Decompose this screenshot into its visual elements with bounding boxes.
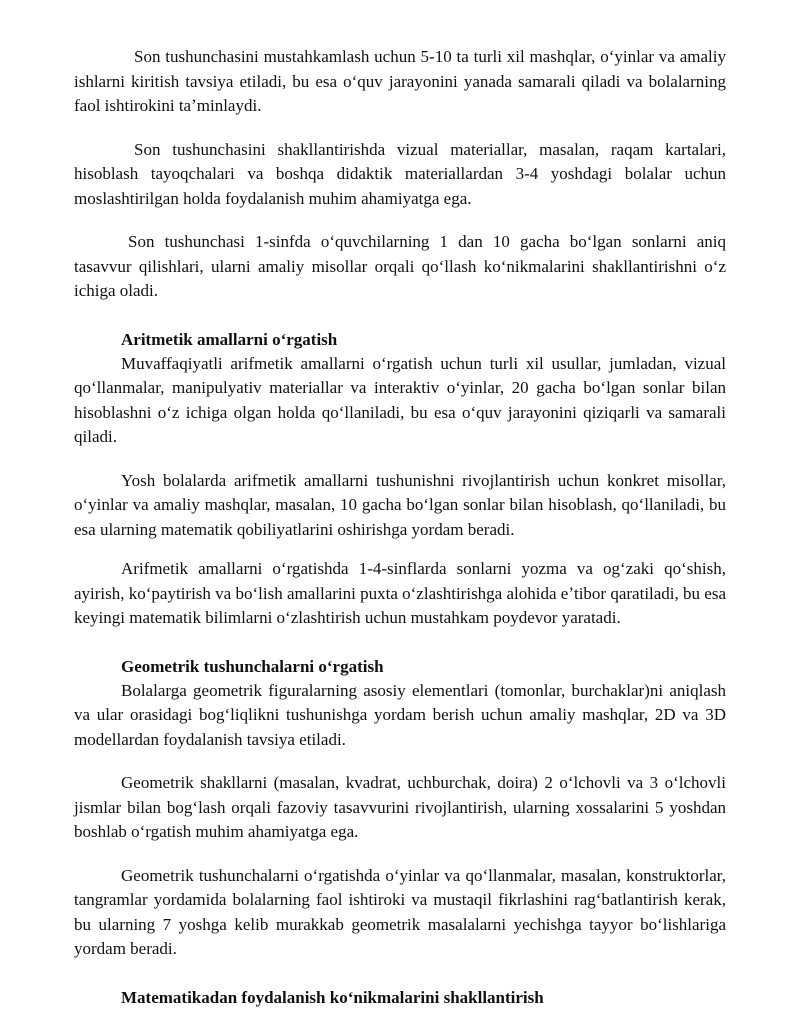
paragraph-geometric-shapes: Geometrik shakllarni (masalan, kvadrat, uchburchak, doira) 2 oʻlchovli va 3 oʻlchovli jismlar bilan bogʻlash orqali fazoviy tasavvurini rivojlantirish, ularning xossalarini 5 yoshdan boshlab oʻrgatish muhim ahamiyatga ega. [74, 773, 726, 841]
paragraph-arithmetic-young-children: Yosh bolalarda arifmetik amallarni tushunishni rivojlantirish uchun konkret misollar, oʻyinlar va amaliy mashqlar, masalan, 10 gacha boʻlgan sonlar bilan hisoblash, qoʻllaniladi, bu esa ularning matematik qobiliyatlarini oshirishga yordam beradi. [74, 470, 726, 539]
paragraph-geometric-games: Geometrik tushunchalarni oʻrgatishda oʻyinlar va qoʻllanmalar, masalan, konstruktorlar, tangramlar yordamida bolalarning faol ishtiroki va mustaqil fikrlashini ragʻbatlantirish kerak, bu ularning 7 yoshga kelib murakkab geometrik masalalarni yechishga tayyor boʻlishlariga yordam beradi. [74, 865, 726, 958]
paragraph-arithmetic-methods: Muvaffaqiyatli arifmetik amallarni oʻrgatish uchun turli xil usullar, jumladan, vizual qoʻllanmalar, manipulyativ materiallar va interaktiv oʻyinlar, 20 gacha boʻlgan sonlar bilan hisoblashni oʻz ichiga olgan holda qoʻllaniladi, bu esa oʻquv jarayonini qiziqarli va samarali qiladi. [74, 353, 726, 446]
paragraph-number-concept-exercises: Son tushunchasini mustahkamlash uchun 5-10 ta turli xil mashqlar, oʻyinlar va amaliy ishlarni kiritish tavsiya etiladi, bu esa oʻquv jarayonini yanada samarali qiladi va bolalarning faol ishtirokini taʼminlaydi. [74, 47, 726, 115]
heading-math-skills: Matematikadan foydalanish koʻnikmalarini shakllantirish [121, 987, 544, 1007]
paragraph-number-concept-first-grade: Son tushunchasi 1-sinfda oʻquvchilarning 1 dan 10 gacha boʻlgan sonlarni aniq tasavvur qilishlari, ularni amaliy misollar orqali qoʻllash koʻnikmalarini shakllantirishni oʻz ichiga oladi. [74, 232, 726, 300]
document-page [74, 0, 726, 1010]
paragraph-geometric-elements: Bolalarga geometrik figuralarning asosiy elementlari (tomonlar, burchaklar)ni aniqlash va ular orasidagi bogʻliqlikni tushunishga yordam berish uchun amaliy mashqlar, 2D va 3D modellardan foydalanish tavsiya etiladi. [74, 680, 726, 749]
heading-geometric-concepts: Geometrik tushunchalarni oʻrgatish [121, 656, 384, 676]
heading-arithmetic-operations: Aritmetik amallarni oʻrgatish [121, 329, 338, 349]
paragraph-arithmetic-grades-1-4: Arifmetik amallarni oʻrgatishda 1-4-sinflarda sonlarni yozma va ogʻzaki qoʻshish, ayirish, koʻpaytirish va boʻlish amallarini puxta oʻzlashtirishga alohida eʼtibor qaratiladi, bu esa keyingi matematik bilimlarni oʻzlashtirish uchun mustahkam poydevor yaratadi. [74, 559, 726, 627]
paragraph-number-concept-visual-materials: Son tushunchasini shakllantirishda vizual materiallar, masalan, raqam kartalari, hisoblash tayoqchalari va boshqa didaktik materiallardan 3-4 yoshdagi bolalar uchun moslashtirilgan holda foydalanish muhim ahamiyatga ega. [74, 139, 726, 208]
